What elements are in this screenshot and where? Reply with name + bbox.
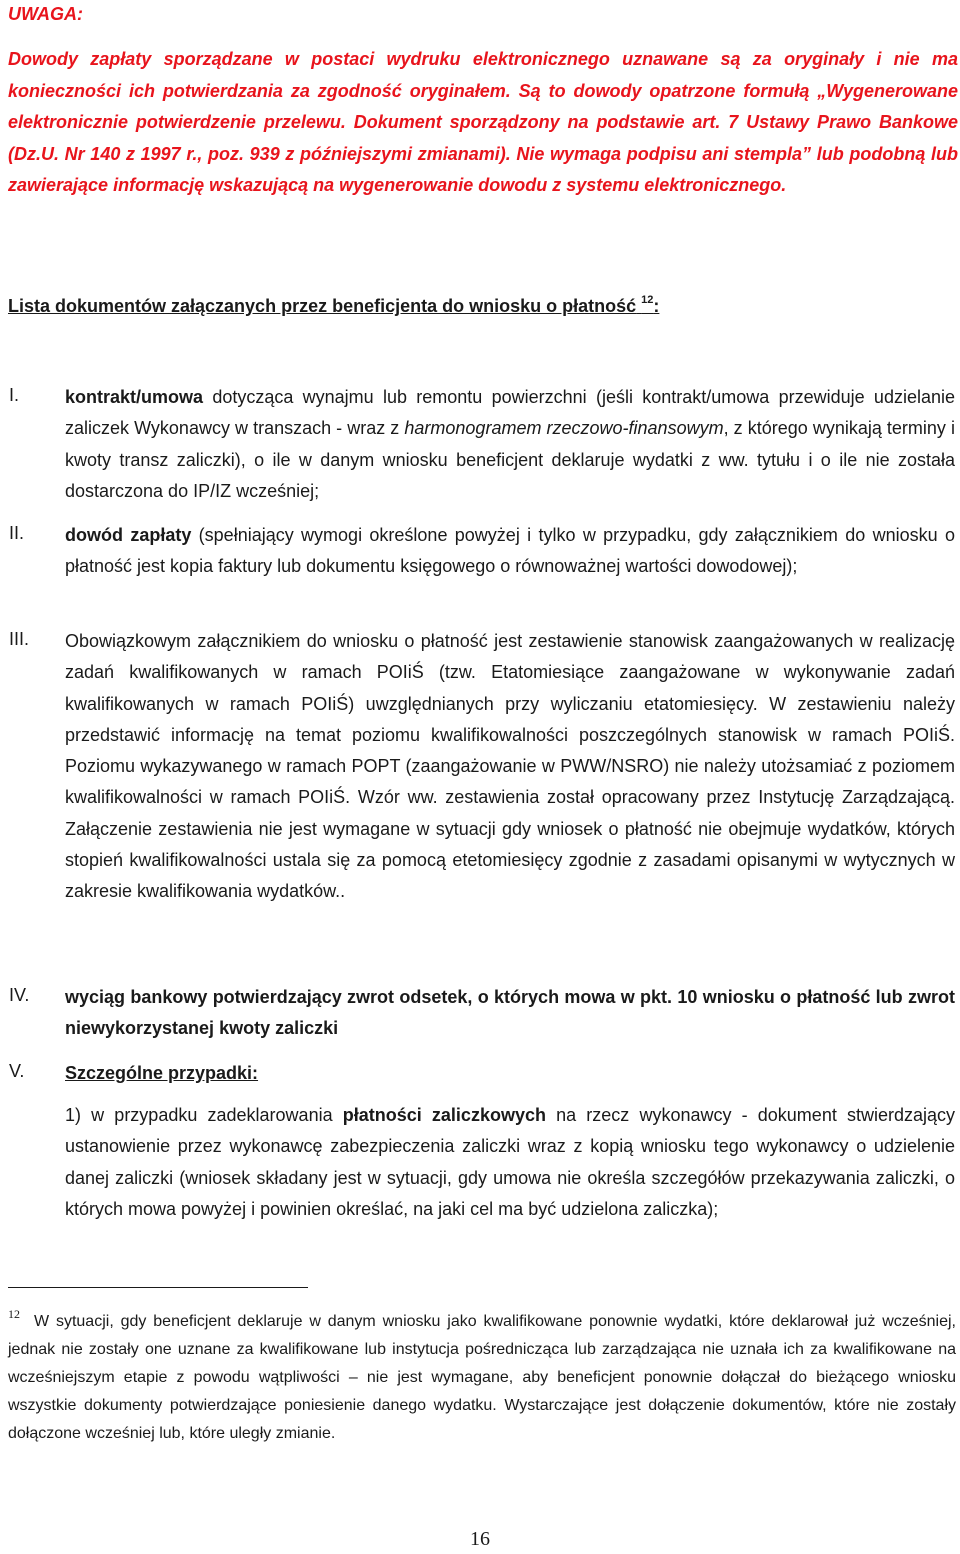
list-heading-text: Lista dokumentów załączanych przez beneficjenta do wniosku o płatność: [8, 296, 637, 316]
item-number: II.: [9, 523, 25, 543]
item-bold-lead: dowód zapłaty: [65, 525, 192, 545]
item-text: [65, 520, 955, 583]
item-text-part: 1) w przypadku zadeklarowania: [65, 1105, 343, 1125]
warning-body: Dowody zapłaty sporządzane w postaci wydruku elektronicznego uznawane są za oryginały i nie ma konieczności ich potwierdzania za zgodność oryginałem. Są to dowody opatrzone formułą „Wygenerowane elektronicznie potwierdzenie przelewu. Dokument sporządzony na podstawie art. 7 Ustawy Prawo Bankowe (Dz.U. Nr 140 z 1997 r., poz. 939 z późniejszymi zmianami). Nie wymaga podpisu ani stempla” lub podobną lub zawierające informację wskazującą na wygenerowanie dowodu z systemu elektronicznego.: [8, 49, 958, 195]
item-text-part: na rzecz wykonawcy - dokument stwierdzający ustanowienie przez wykonawcę zabezpieczenia zaliczki wraz z kopią wniosku tego wykonawcy o udzielenie danej zaliczki (wniosek składany jest w sytuacji, gdy umowa nie określa szczegółów przekazywania zaliczki, o których mowa powyżej i powinien określać, na jaki cel ma być udzielona zaliczka);: [65, 1105, 956, 1219]
special-case-1: [65, 1100, 955, 1225]
footnote-separator: [8, 1287, 308, 1288]
item-text-part: dotycząca wynajmu lub remontu powierzchni (jeśli kontrakt/umowa przewiduje udzielanie zaliczek Wykonawcy w transzach - wraz z: [65, 387, 955, 439]
item-text-part: (spełniający wymogi określone powyżej i tylko w przypadku, gdy załącznikiem do wniosku o płatność jest kopia faktury lub dokumentu księgowego o równoważnej wartości dowodowej);: [65, 525, 955, 577]
footnote-ref: 12: [641, 294, 654, 306]
item-number: V.: [9, 1061, 25, 1081]
item-number: III.: [9, 629, 30, 649]
item-number: IV.: [9, 985, 30, 1005]
item-text-part: , z którego wynikają terminy i kwoty transz zaliczki), o ile w danym wniosku beneficjent deklaruje wydatki z ww. tytułu i o ile nie została dostarczona do IP/IZ wcześniej;: [65, 418, 955, 501]
item-text: [65, 382, 955, 507]
list-heading: [8, 294, 659, 317]
item-text: Obowiązkowym załącznikiem do wniosku o płatność jest zestawienie stanowisk zaangażowanych w realizację zadań kwalifikowanych w ramach POIiŚ (tzw. Etatomiesiące zaangażowane w wykonywanie zadań kwalifikowanych w ramach POIiŚ) uwzględnianych przy wyliczaniu etatomiesięcy. W zestawieniu należy przedstawić informację na temat poziomu kwalifikowalności poszczególnych stanowisk w ramach POIiŚ. Poziomu wykazywanego w ramach POPT (zaangażowanie w PWW/NSRO) nie należy utożsamiać z poziomem kwalifikowalności w ramach POIiŚ. Wzór ww. zestawienia został opracowany przez Instytucję Zarządzającą. Załączenie zestawienia nie jest wymagane w sytuacji gdy wniosek o płatność nie obejmuje wydatków, których stopień kwalifikowalności ustala się za pomocą etetomiesięcy zgodnie z zasadami opisanymi w wytycznych w zakresie kwalifikowania wydatków..: [65, 631, 955, 902]
warning-title: UWAGA:: [8, 4, 83, 24]
item-italic-part: harmonogramem rzeczowo-finansowym: [404, 418, 724, 439]
item-text: wyciąg bankowy potwierdzający zwrot odsetek, o których mowa w pkt. 10 wniosku o płatność lub zwrot niewykorzystanej kwoty zaliczki: [65, 987, 955, 1039]
list-heading-suffix: :: [653, 296, 660, 316]
footnote-number: 12: [8, 1307, 20, 1321]
item-number: I.: [9, 385, 20, 405]
footnote: [8, 1300, 956, 1448]
footnote-text: W sytuacji, gdy beneficjent deklaruje w danym wniosku jako kwalifikowane ponownie wydatki, które deklarował już wcześniej, jednak nie zostały one uznane za kwalifikowane lub instytucja pośrednicząca lub zarządzająca nie uznała ich za kwalifikowane na wcześniejszym etapie z powodu wątpliwości – nie jest wymagane, aby beneficjent ponownie dołączał do bieżącego wniosku wszystkie dokumenty potwierdzające poniesienie danego wydatku. Wystarczające jest dołączenie dokumentów, które nie zostały dołączone wcześniej lub, które uległy zmianie.: [8, 1313, 956, 1442]
special-cases-heading: Szczególne przypadki:: [65, 1063, 259, 1083]
page-number: 16: [470, 1528, 490, 1550]
item-bold-part: płatności zaliczkowych: [342, 1105, 546, 1125]
item-bold-lead: kontrakt/umowa: [65, 387, 204, 407]
